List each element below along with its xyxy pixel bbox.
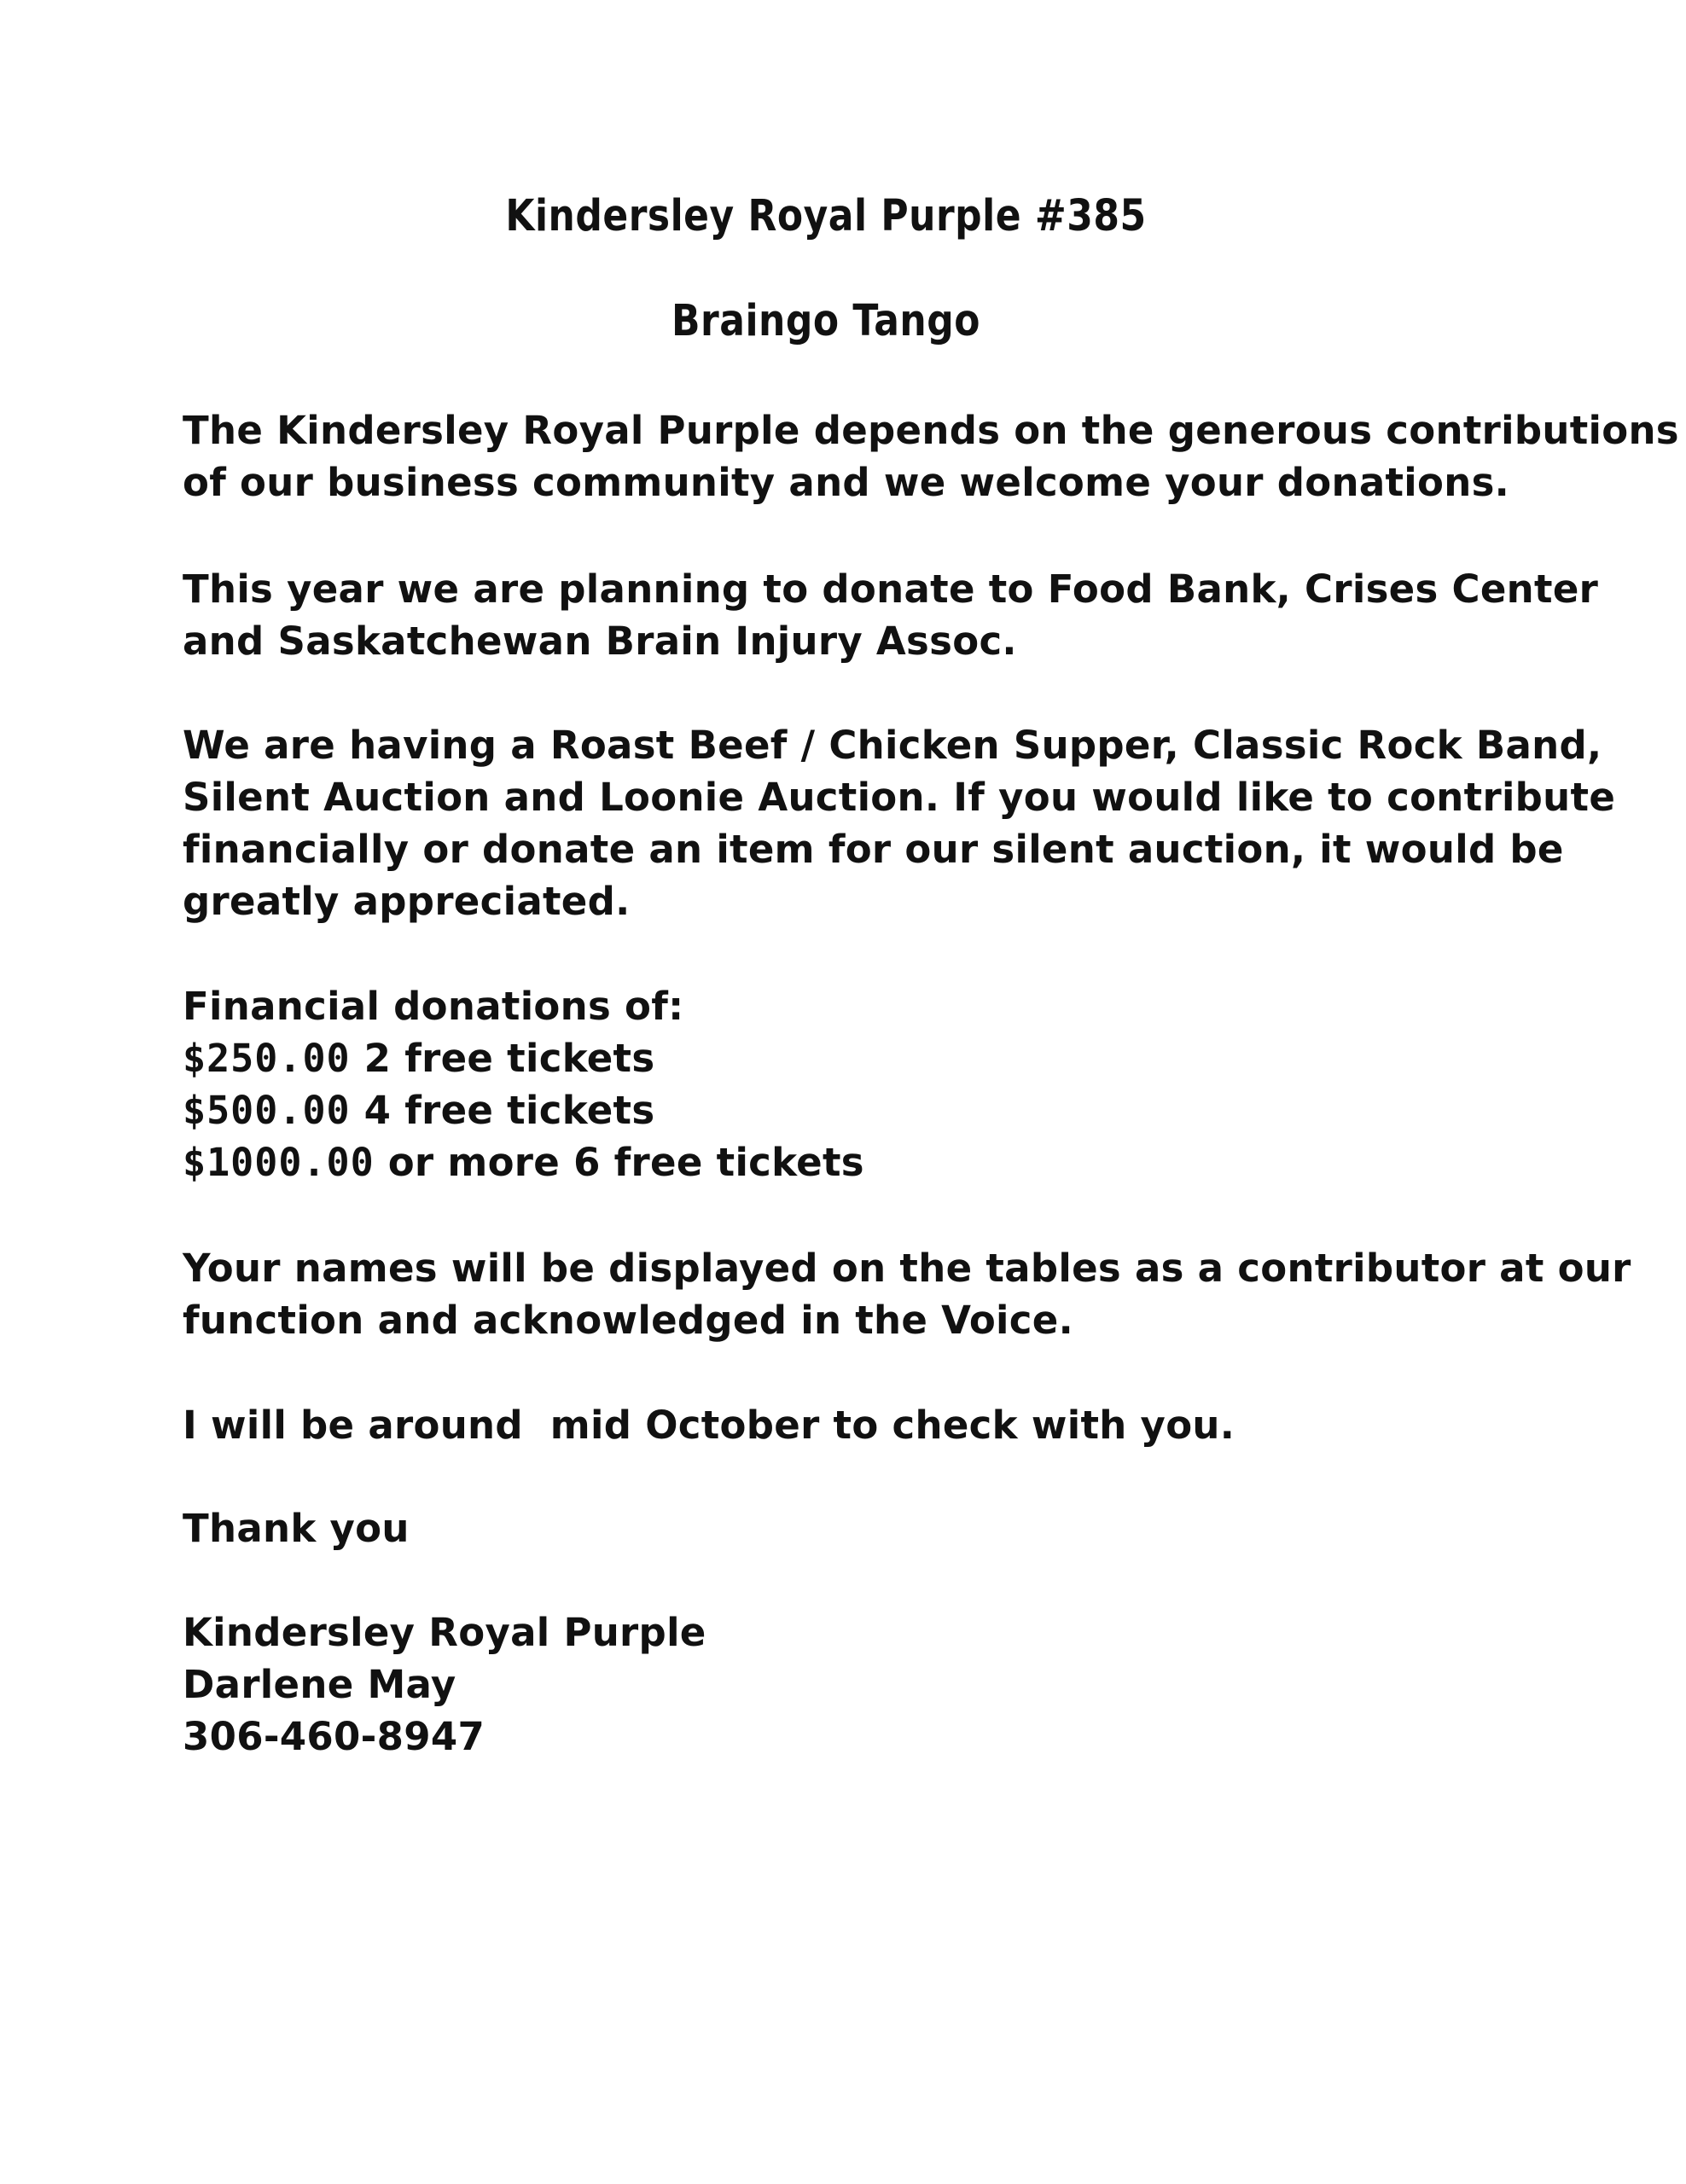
donation-tier: [183, 1084, 1514, 1136]
beneficiaries-line: This year we are planning to donate to Food Bank, Crises Center: [183, 566, 1599, 612]
recognition-line: function and acknowledged in the Voice.: [183, 1298, 1073, 1343]
event-details-line: greatly appreciated.: [183, 879, 631, 924]
closing: [183, 1502, 1514, 1554]
donation-amount: $1000.00: [183, 1140, 375, 1185]
closing-line: Thank you: [183, 1506, 410, 1551]
donation-reward: 2 free tickets: [363, 1036, 655, 1081]
beneficiaries-paragraph: [183, 563, 1599, 667]
intro-line: of our business community and we welcome your donations.: [183, 460, 1510, 505]
event-name: Braingo Tango: [671, 296, 980, 346]
donation-reward: or more 6 free tickets: [387, 1140, 864, 1185]
followup-line: I will be around mid October to check with you.: [183, 1403, 1235, 1448]
event-details-line: financially or donate an item for our silent auction, it would be: [183, 827, 1564, 872]
event-details-line: Silent Auction and Loonie Auction. If you would like to contribute: [183, 775, 1616, 820]
signature-organization: Kindersley Royal Purple: [183, 1610, 706, 1655]
donation-reward: 4 free tickets: [363, 1088, 655, 1133]
followup-paragraph: [183, 1399, 1514, 1451]
donation-tiers-intro: Financial donations of:: [183, 984, 684, 1029]
recognition-line: Your names will be displayed on the tables as a contributor at our: [183, 1246, 1631, 1291]
donation-amount: $250.00: [183, 1036, 351, 1081]
signature-phone: 306-460-8947: [183, 1714, 485, 1759]
intro-line: The Kindersley Royal Purple depends on the generous contributions: [183, 408, 1679, 453]
donation-amount: $500.00: [183, 1088, 351, 1133]
letter-heading: Kindersley Royal Purple #385: [505, 191, 1147, 241]
donation-tiers: [183, 980, 1514, 1188]
beneficiaries-line: and Saskatchewan Brain Injury Assoc.: [183, 619, 1017, 664]
recognition-paragraph: [183, 1242, 1631, 1346]
event-details-line: We are having a Roast Beef / Chicken Supper, Classic Rock Band,: [183, 723, 1602, 768]
donation-tier: [183, 1032, 1514, 1084]
event-details-paragraph: [183, 719, 1616, 927]
signature-block: [183, 1606, 1514, 1763]
signature-name: Darlene May: [183, 1662, 456, 1707]
intro-paragraph: [183, 404, 1679, 508]
donation-tier: [183, 1136, 1514, 1188]
